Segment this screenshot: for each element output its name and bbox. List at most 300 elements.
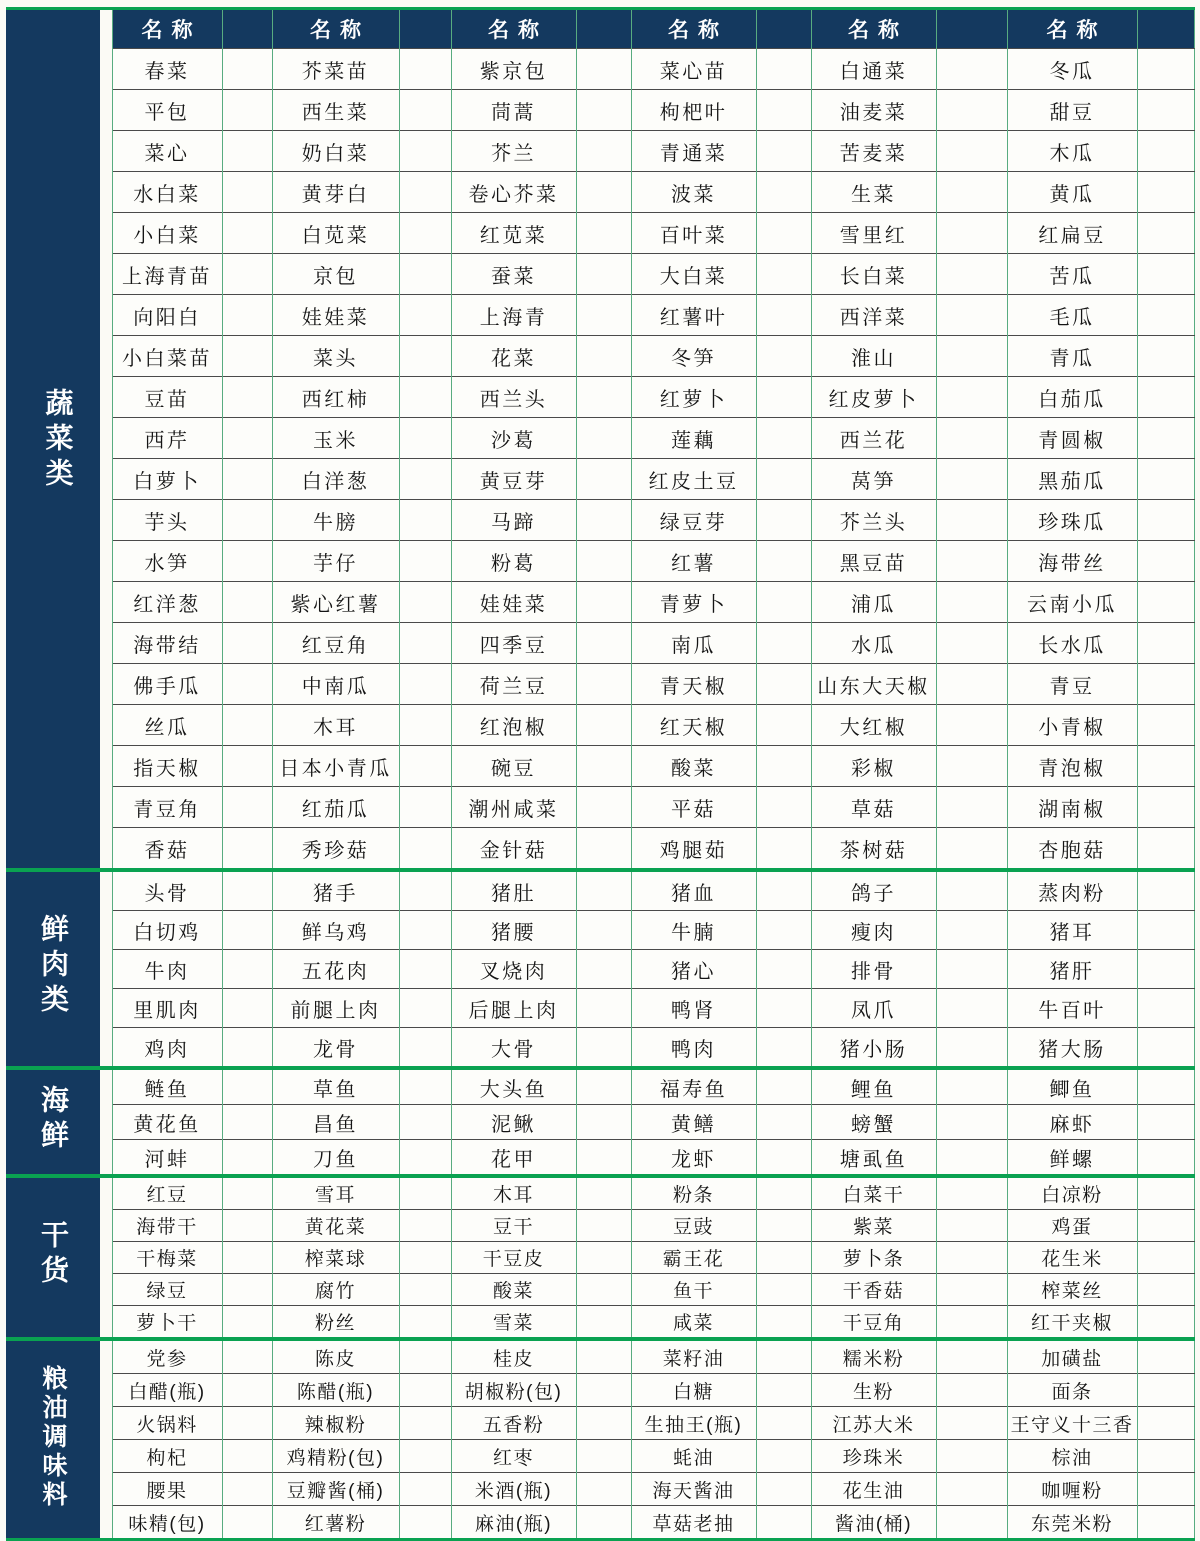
item-cell: 猪肚 [451, 870, 576, 911]
price-cell [1137, 1068, 1194, 1105]
item-cell: 前腿上肉 [272, 989, 399, 1028]
price-cell [576, 1068, 631, 1105]
section-label-text: 鲜肉类 [38, 914, 69, 1019]
price-cell [222, 131, 272, 172]
item-cell: 猪肝 [1007, 950, 1137, 989]
price-cell [576, 1274, 631, 1306]
item-cell: 潮州咸菜 [451, 787, 576, 828]
item-cell: 龙虾 [631, 1140, 756, 1177]
price-cell [1137, 254, 1194, 295]
item-cell: 青通菜 [631, 131, 756, 172]
price-cell [936, 582, 1007, 623]
item-cell: 菜籽油 [631, 1339, 756, 1374]
item-cell: 头骨 [112, 870, 222, 911]
item-cell: 芥兰 [451, 131, 576, 172]
item-cell: 上海青苗 [112, 254, 222, 295]
price-cell [1137, 705, 1194, 746]
price-cell [756, 623, 811, 664]
price-cell [576, 254, 631, 295]
price-cell [936, 911, 1007, 950]
item-cell: 芥菜苗 [272, 49, 399, 90]
item-cell: 青萝卜 [631, 582, 756, 623]
item-cell: 大红椒 [811, 705, 936, 746]
item-cell: 海天酱油 [631, 1473, 756, 1506]
item-cell: 茼蒿 [451, 90, 576, 131]
item-cell: 鸭肉 [631, 1028, 756, 1069]
price-cell [756, 213, 811, 254]
item-cell: 酸菜 [451, 1274, 576, 1306]
item-cell: 枸杷叶 [631, 90, 756, 131]
item-cell: 棕油 [1007, 1440, 1137, 1473]
item-cell: 白凉粉 [1007, 1176, 1137, 1210]
table-row [6, 1242, 1194, 1274]
item-cell: 蚕菜 [451, 254, 576, 295]
item-cell: 鲢鱼 [112, 1068, 222, 1105]
item-cell: 河蚌 [112, 1140, 222, 1177]
item-cell: 红豆角 [272, 623, 399, 664]
price-cell [1137, 623, 1194, 664]
table-row [6, 1306, 1194, 1340]
price-cell [399, 950, 451, 989]
table-row [6, 500, 1194, 541]
price-cell [576, 582, 631, 623]
price-cell [756, 1339, 811, 1374]
price-cell [576, 787, 631, 828]
item-cell: 卷心芥菜 [451, 172, 576, 213]
price-cell [399, 1176, 451, 1210]
column-header-name: 名称 [451, 9, 576, 49]
price-cell [1137, 582, 1194, 623]
item-cell: 草菇老抽 [631, 1506, 756, 1540]
price-cell [936, 459, 1007, 500]
item-cell: 碗豆 [451, 746, 576, 787]
item-cell: 红薯叶 [631, 295, 756, 336]
item-cell: 麻虾 [1007, 1105, 1137, 1140]
item-cell: 西兰头 [451, 377, 576, 418]
item-cell: 胡椒粉(包) [451, 1374, 576, 1407]
item-cell: 红皮土豆 [631, 459, 756, 500]
price-cell [222, 172, 272, 213]
item-cell: 江苏大米 [811, 1407, 936, 1440]
item-cell: 糯米粉 [811, 1339, 936, 1374]
item-cell: 鸡腿茹 [631, 828, 756, 871]
price-table-body [6, 9, 1194, 1540]
item-cell: 上海青 [451, 295, 576, 336]
price-cell [576, 705, 631, 746]
item-cell: 娃娃菜 [451, 582, 576, 623]
price-cell [756, 1473, 811, 1506]
price-cell [222, 254, 272, 295]
item-cell: 猪耳 [1007, 911, 1137, 950]
item-cell: 金针菇 [451, 828, 576, 871]
price-cell [936, 500, 1007, 541]
item-cell: 红洋葱 [112, 582, 222, 623]
price-cell [1137, 989, 1194, 1028]
item-cell: 酸菜 [631, 746, 756, 787]
item-cell: 平包 [112, 90, 222, 131]
price-cell [1137, 500, 1194, 541]
item-cell: 香菇 [112, 828, 222, 871]
item-cell: 萝卜条 [811, 1242, 936, 1274]
item-cell: 青瓜 [1007, 336, 1137, 377]
item-cell: 红天椒 [631, 705, 756, 746]
item-cell: 鸭肾 [631, 989, 756, 1028]
price-cell [576, 1176, 631, 1210]
item-cell: 白切鸡 [112, 911, 222, 950]
price-cell [1137, 49, 1194, 90]
table-row [6, 418, 1194, 459]
item-cell: 苦麦菜 [811, 131, 936, 172]
price-cell [222, 1407, 272, 1440]
price-cell [936, 90, 1007, 131]
item-cell: 瘦肉 [811, 911, 936, 950]
price-cell [576, 1339, 631, 1374]
price-cell [576, 1374, 631, 1407]
price-cell [936, 870, 1007, 911]
item-cell: 苦瓜 [1007, 254, 1137, 295]
price-cell [936, 705, 1007, 746]
price-cell [399, 213, 451, 254]
price-cell [576, 49, 631, 90]
price-cell [756, 1028, 811, 1069]
item-cell: 花甲 [451, 1140, 576, 1177]
price-cell [222, 1306, 272, 1340]
item-cell: 西红柿 [272, 377, 399, 418]
price-cell [576, 131, 631, 172]
item-cell: 丝瓜 [112, 705, 222, 746]
item-cell: 大头鱼 [451, 1068, 576, 1105]
item-cell: 中南瓜 [272, 664, 399, 705]
price-cell [222, 828, 272, 871]
item-cell: 蚝油 [631, 1440, 756, 1473]
price-cell [399, 582, 451, 623]
item-cell: 向阳白 [112, 295, 222, 336]
price-cell [576, 295, 631, 336]
item-cell: 牛腩 [631, 911, 756, 950]
table-row [6, 870, 1194, 911]
item-cell: 草鱼 [272, 1068, 399, 1105]
price-cell [756, 787, 811, 828]
item-cell: 红干夹椒 [1007, 1306, 1137, 1340]
item-cell: 指天椒 [112, 746, 222, 787]
item-cell: 木瓜 [1007, 131, 1137, 172]
price-cell [576, 1306, 631, 1340]
price-cell [936, 541, 1007, 582]
price-cell [756, 500, 811, 541]
item-cell: 小白菜 [112, 213, 222, 254]
item-cell: 牛膀 [272, 500, 399, 541]
item-cell: 红萝卜 [631, 377, 756, 418]
price-cell [222, 1105, 272, 1140]
item-cell: 青圆椒 [1007, 418, 1137, 459]
item-cell: 雪耳 [272, 1176, 399, 1210]
item-cell: 紫心红薯 [272, 582, 399, 623]
price-cell [936, 1028, 1007, 1069]
item-cell: 泥鳅 [451, 1105, 576, 1140]
item-cell: 黄豆芽 [451, 459, 576, 500]
price-cell [399, 1105, 451, 1140]
price-cell [1137, 870, 1194, 911]
price-cell [936, 828, 1007, 871]
table-row [6, 1374, 1194, 1407]
price-cell [399, 418, 451, 459]
item-cell: 菜头 [272, 336, 399, 377]
column-header-price [399, 9, 451, 49]
price-cell [756, 1407, 811, 1440]
price-cell [399, 172, 451, 213]
price-cell [399, 1274, 451, 1306]
price-cell [576, 459, 631, 500]
item-cell: 水瓜 [811, 623, 936, 664]
item-cell: 黄瓜 [1007, 172, 1137, 213]
item-cell: 云南小瓜 [1007, 582, 1137, 623]
price-cell [399, 1473, 451, 1506]
price-cell [756, 418, 811, 459]
table-row [6, 1339, 1194, 1374]
price-cell [222, 705, 272, 746]
table-row [6, 582, 1194, 623]
item-cell: 红茄瓜 [272, 787, 399, 828]
item-cell: 鲜螺 [1007, 1140, 1137, 1177]
item-cell: 海带干 [112, 1210, 222, 1242]
item-cell: 白茄瓜 [1007, 377, 1137, 418]
column-header-price [222, 9, 272, 49]
item-cell: 紫菜 [811, 1210, 936, 1242]
section-label-text: 干货 [38, 1220, 69, 1290]
price-cell [399, 377, 451, 418]
item-cell: 京包 [272, 254, 399, 295]
price-cell [222, 1473, 272, 1506]
price-cell [936, 295, 1007, 336]
item-cell: 腰果 [112, 1473, 222, 1506]
column-header-price [576, 9, 631, 49]
price-cell [222, 1210, 272, 1242]
item-cell: 冬瓜 [1007, 49, 1137, 90]
price-cell [1137, 541, 1194, 582]
item-cell: 福寿鱼 [631, 1068, 756, 1105]
price-cell [1137, 950, 1194, 989]
price-cell [222, 295, 272, 336]
column-header-name: 名称 [272, 9, 399, 49]
price-cell [1137, 746, 1194, 787]
item-cell: 冬笋 [631, 336, 756, 377]
price-cell [936, 213, 1007, 254]
table-row [6, 131, 1194, 172]
item-cell: 西生菜 [272, 90, 399, 131]
item-cell: 牛百叶 [1007, 989, 1137, 1028]
sidebar-gutter [100, 1339, 112, 1540]
item-cell: 紫京包 [451, 49, 576, 90]
item-cell: 粉条 [631, 1176, 756, 1210]
price-cell [1137, 1210, 1194, 1242]
table-row [6, 1274, 1194, 1306]
item-cell: 猪心 [631, 950, 756, 989]
price-cell [576, 828, 631, 871]
sidebar-gutter [100, 1176, 112, 1339]
item-cell: 茶树菇 [811, 828, 936, 871]
price-cell [936, 49, 1007, 90]
price-cell [576, 664, 631, 705]
item-cell: 菜心苗 [631, 49, 756, 90]
item-cell: 五香粉 [451, 1407, 576, 1440]
item-cell: 鸡蛋 [1007, 1210, 1137, 1242]
price-table [6, 7, 1195, 1541]
item-cell: 王守义十三香 [1007, 1407, 1137, 1440]
price-cell [399, 49, 451, 90]
item-cell: 豆干 [451, 1210, 576, 1242]
price-cell [1137, 377, 1194, 418]
table-row [6, 828, 1194, 871]
table-row [6, 950, 1194, 989]
table-row [6, 172, 1194, 213]
item-cell: 红薯粉 [272, 1506, 399, 1540]
item-cell: 青豆角 [112, 787, 222, 828]
item-cell: 加磺盐 [1007, 1339, 1137, 1374]
price-cell [222, 1440, 272, 1473]
item-cell: 生粉 [811, 1374, 936, 1407]
price-cell [1137, 1176, 1194, 1210]
price-cell [1137, 418, 1194, 459]
item-cell: 小青椒 [1007, 705, 1137, 746]
price-cell [576, 377, 631, 418]
price-cell [936, 787, 1007, 828]
item-cell: 杏胞菇 [1007, 828, 1137, 871]
price-cell [1137, 911, 1194, 950]
price-cell [936, 254, 1007, 295]
price-cell [1137, 787, 1194, 828]
item-cell: 菜心 [112, 131, 222, 172]
item-cell: 莴笋 [811, 459, 936, 500]
table-row [6, 1440, 1194, 1473]
item-cell: 草菇 [811, 787, 936, 828]
price-cell [756, 664, 811, 705]
price-cell [399, 911, 451, 950]
item-cell: 木耳 [451, 1176, 576, 1210]
item-cell: 牛肉 [112, 950, 222, 989]
price-cell [399, 254, 451, 295]
item-cell: 鱼干 [631, 1274, 756, 1306]
item-cell: 黄鳝 [631, 1105, 756, 1140]
item-cell: 红枣 [451, 1440, 576, 1473]
price-cell [1137, 1440, 1194, 1473]
item-cell: 小白菜苗 [112, 336, 222, 377]
price-cell [936, 1306, 1007, 1340]
price-cell [756, 131, 811, 172]
item-cell: 大骨 [451, 1028, 576, 1069]
price-cell [756, 582, 811, 623]
price-cell [936, 336, 1007, 377]
price-cell [756, 1176, 811, 1210]
price-cell [936, 623, 1007, 664]
column-header-name: 名称 [112, 9, 222, 49]
item-cell: 咖喱粉 [1007, 1473, 1137, 1506]
item-cell: 蒸肉粉 [1007, 870, 1137, 911]
price-cell [756, 828, 811, 871]
price-cell [222, 1274, 272, 1306]
price-cell [399, 1140, 451, 1177]
price-cell [1137, 295, 1194, 336]
item-cell: 豆豉 [631, 1210, 756, 1242]
item-cell: 枸杞 [112, 1440, 222, 1473]
price-cell [936, 1210, 1007, 1242]
price-cell [1137, 664, 1194, 705]
price-cell [399, 787, 451, 828]
item-cell: 咸菜 [631, 1306, 756, 1340]
item-cell: 红苋菜 [451, 213, 576, 254]
item-cell: 水笋 [112, 541, 222, 582]
item-cell: 红薯 [631, 541, 756, 582]
column-header-name: 名称 [811, 9, 936, 49]
price-cell [1137, 1242, 1194, 1274]
price-cell [399, 1028, 451, 1069]
item-cell: 春菜 [112, 49, 222, 90]
item-cell: 大白菜 [631, 254, 756, 295]
item-cell: 干香菇 [811, 1274, 936, 1306]
table-row [6, 1140, 1194, 1177]
item-cell: 红豆 [112, 1176, 222, 1210]
price-cell [222, 1374, 272, 1407]
item-cell: 黄花鱼 [112, 1105, 222, 1140]
item-cell: 平菇 [631, 787, 756, 828]
price-cell [399, 1407, 451, 1440]
sidebar-gutter [100, 870, 112, 1068]
price-cell [399, 1339, 451, 1374]
item-cell: 娃娃菜 [272, 295, 399, 336]
item-cell: 生菜 [811, 172, 936, 213]
price-cell [1137, 459, 1194, 500]
item-cell: 刀鱼 [272, 1140, 399, 1177]
price-cell [936, 377, 1007, 418]
price-cell [399, 131, 451, 172]
price-cell [936, 989, 1007, 1028]
item-cell: 鸡精粉(包) [272, 1440, 399, 1473]
item-cell: 芋仔 [272, 541, 399, 582]
table-row [6, 705, 1194, 746]
price-cell [399, 705, 451, 746]
price-cell [399, 664, 451, 705]
item-cell: 浦瓜 [811, 582, 936, 623]
price-cell [1137, 1274, 1194, 1306]
price-cell [576, 541, 631, 582]
section-label-meat [6, 870, 100, 1068]
table-row [6, 1105, 1194, 1140]
item-cell: 莲藕 [631, 418, 756, 459]
item-cell: 油麦菜 [811, 90, 936, 131]
item-cell: 猪手 [272, 870, 399, 911]
price-cell [576, 213, 631, 254]
item-cell: 山东大天椒 [811, 664, 936, 705]
item-cell: 沙葛 [451, 418, 576, 459]
item-cell: 日本小青瓜 [272, 746, 399, 787]
item-cell: 东莞米粉 [1007, 1506, 1137, 1540]
table-row [6, 911, 1194, 950]
item-cell: 五花肉 [272, 950, 399, 989]
price-cell [756, 870, 811, 911]
item-cell: 彩椒 [811, 746, 936, 787]
price-cell [222, 623, 272, 664]
table-row [6, 1176, 1194, 1210]
price-cell [756, 746, 811, 787]
price-cell [399, 90, 451, 131]
item-cell: 猪血 [631, 870, 756, 911]
price-cell [222, 49, 272, 90]
price-cell [576, 90, 631, 131]
item-cell: 塘虱鱼 [811, 1140, 936, 1177]
item-cell: 后腿上肉 [451, 989, 576, 1028]
item-cell: 淮山 [811, 336, 936, 377]
item-cell: 百叶菜 [631, 213, 756, 254]
table-row [6, 295, 1194, 336]
